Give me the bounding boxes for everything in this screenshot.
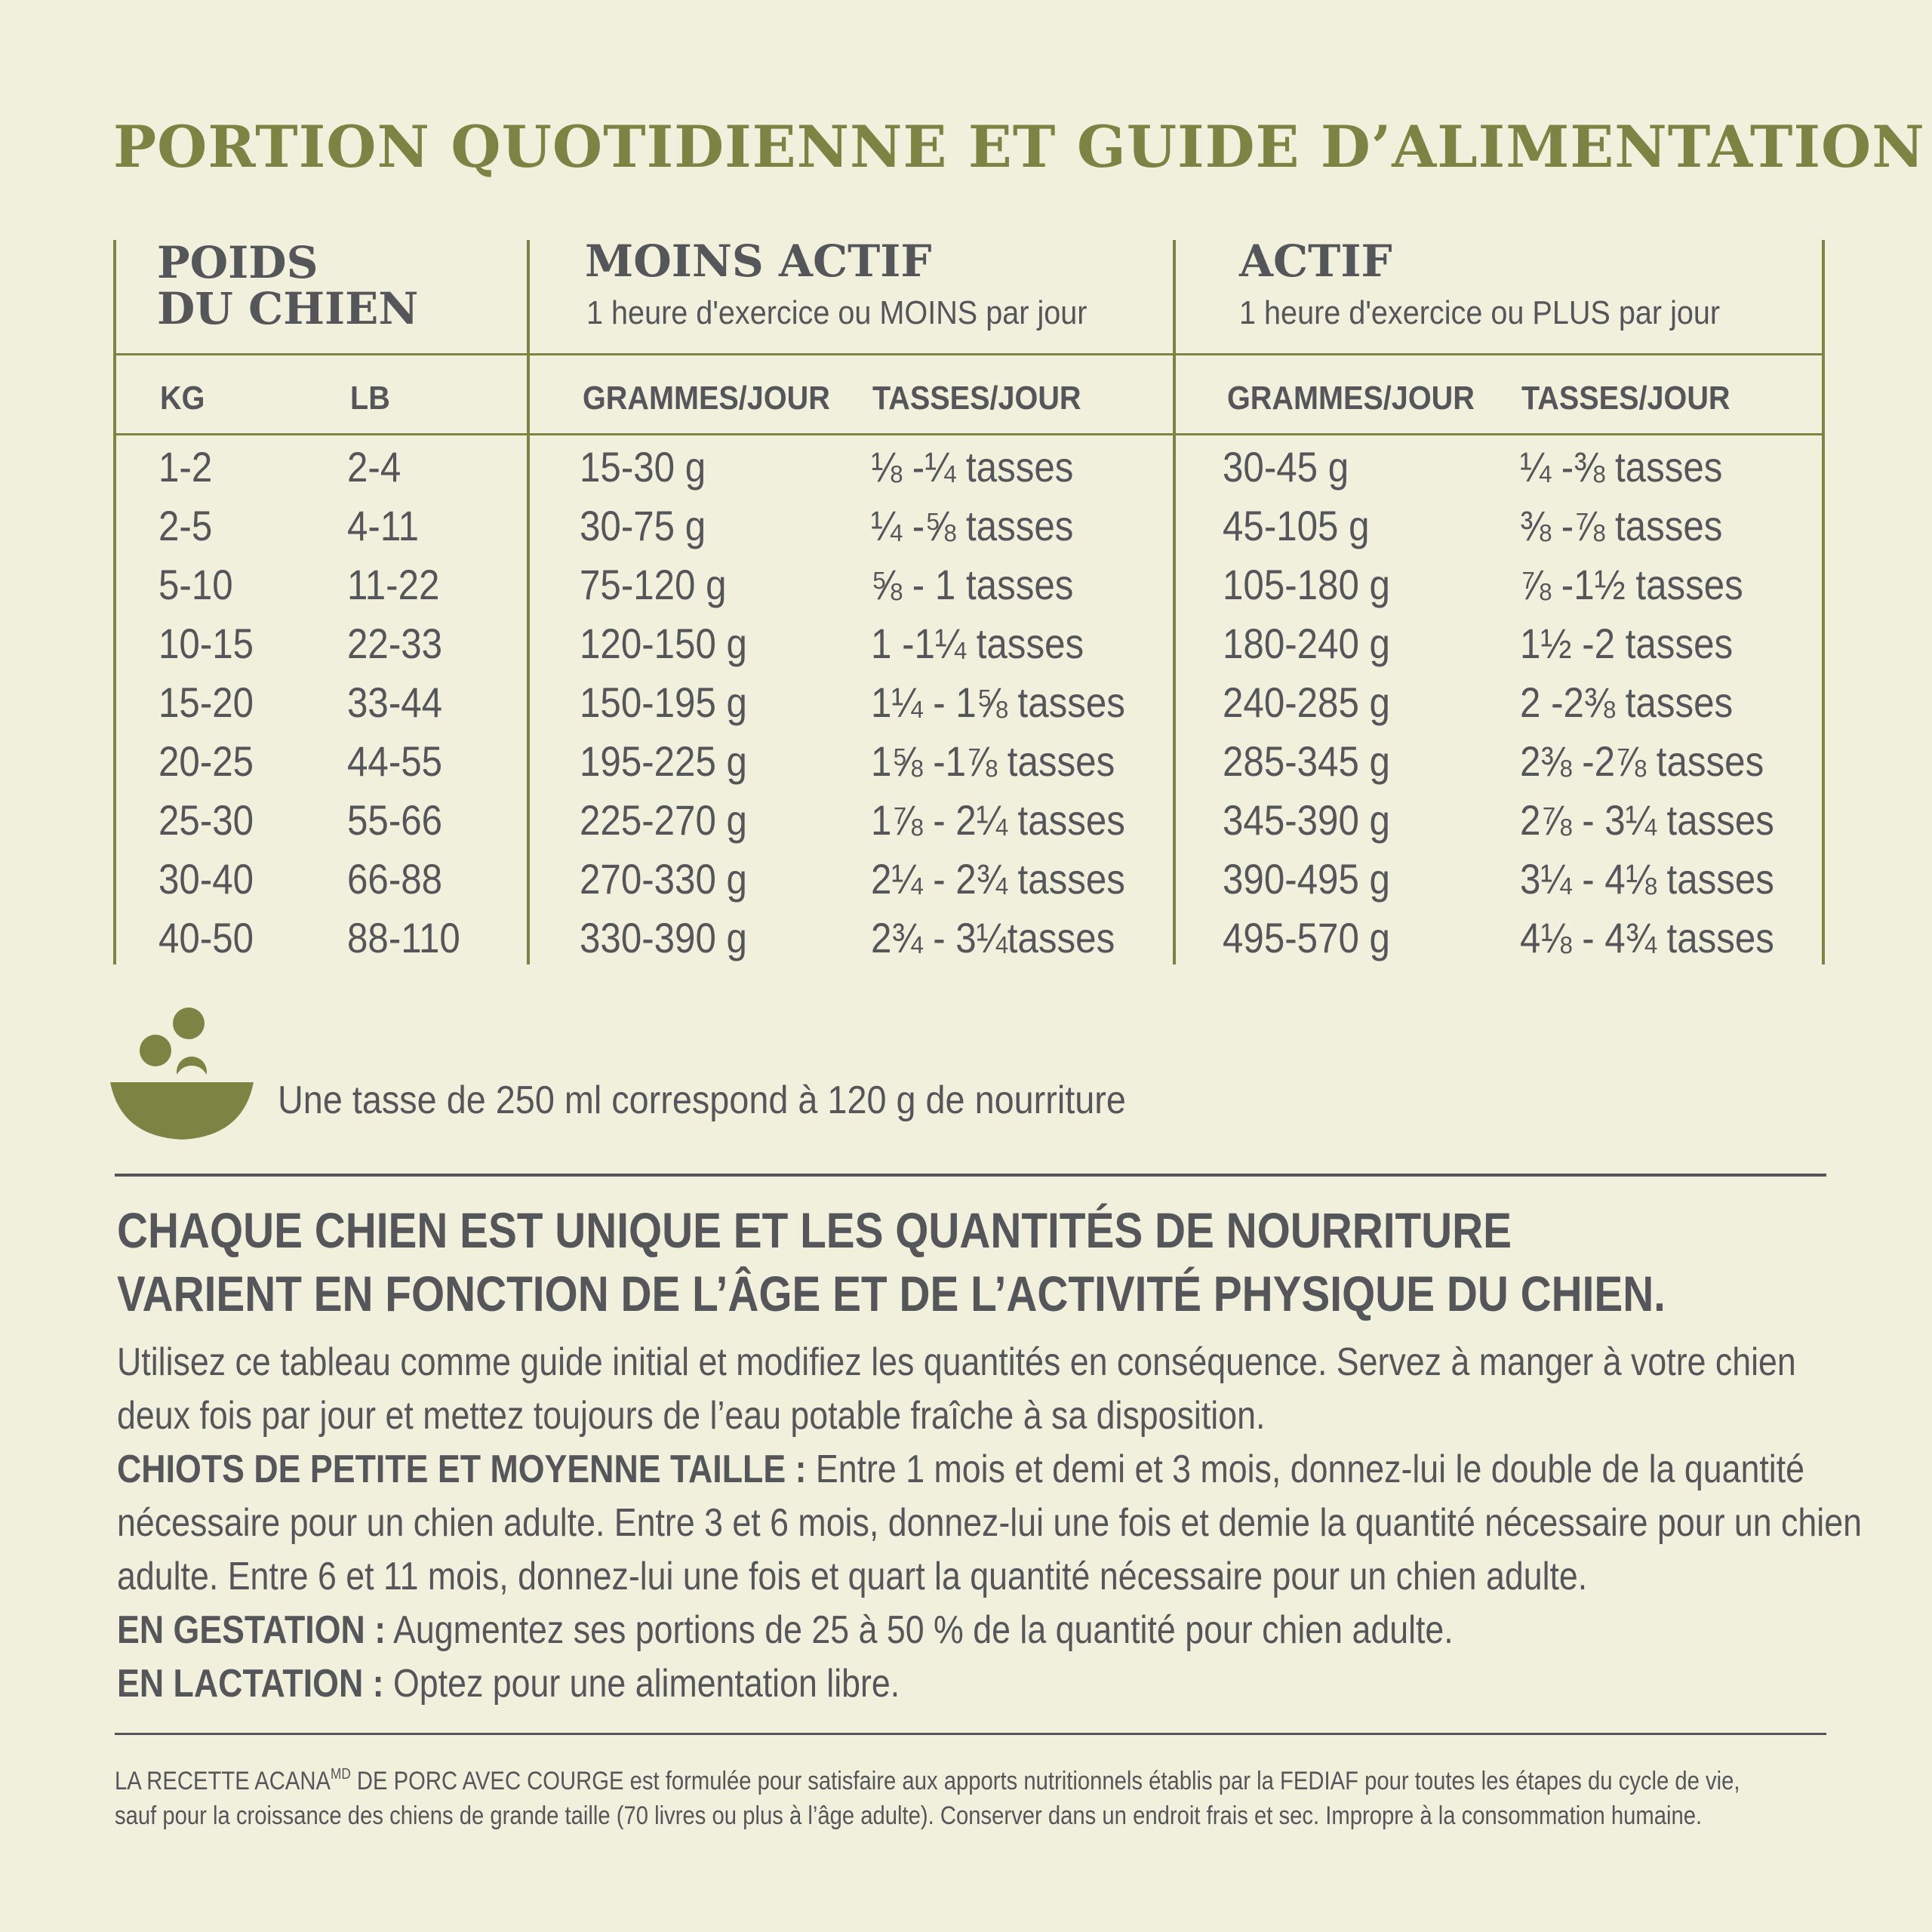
column-header-cups-less-active: TASSES/JOUR [872, 380, 1081, 417]
column-header-kg: KG [160, 380, 205, 417]
weight-group-header: POIDS DU CHIEN [157, 237, 419, 334]
legal-footer: LA RECETTE $ACANA^{MD}$ DE PORC AVEC COURGE est formulée pour satisfaire aux apports nutritionnels établis par la FEDIAF pour toutes les étapes du cycle de vie, sauf pour la croissance des chiens de grande taille (70 livres ou plus à l’âge adulte). Conserver dans un endroit frais et sec. Impropre à la consommation humaine. [115, 1766, 1740, 1830]
unique-dog-heading: CHAQUE CHIEN EST UNIQUE ET LES QUANTITÉS DE NOURRITURE VARIENT EN FONCTION DE L’ÂGE ET DE L’ACTIVITÉ PHYSIQUE DU CHIEN. [117, 1202, 1666, 1321]
less-active-subtitle: 1 heure d'exercice ou MOINS par jour [586, 294, 1088, 331]
puppies-label: CHIOTS DE PETITE ET MOYENNE TAILLE : [117, 1447, 807, 1491]
table-rule [113, 433, 1825, 435]
column-header-lb: LB [350, 380, 390, 417]
table-row: 15-20 33-44 150-195 g 1¼ - 1⅝ tasses 240-285 g 2 -2⅜ tasses [158, 678, 1734, 726]
feeding-table [113, 235, 1825, 964]
feeding-instructions: Utilisez ce tableau comme guide initial et modifiez les quantités en conséquence. Servez à manger à votre chien deux fois par jour et mettez toujours de l’eau potable fraîche à sa disposition. CHIOTS DE PETITE ET MOYENNE TAILLE : Entre 1 mois et demi et 3 mois, donnez-lui le double de la quantité nécessaire pour un chien adulte. Entre 3 et 6 mois, donnez-lui une fois et demie la quantité nécessaire pour un chien adulte. Entre 6 et 11 mois, donnez-lui une fois et quart la quantité nécessaire pour un chien adulte. EN GESTATION : Augmentez ses portions de 25 à 50 % de la quantité pour chien adulte. EN LACTATION : Optez pour une alimentation libre. [117, 1336, 1817, 1711]
table-row: 2-5 4-11 30-75 g ¼ -⅝ tasses 45-105 g ⅜ -⅞ tasses [158, 502, 1723, 549]
gestation-label: EN GESTATION : [117, 1608, 386, 1652]
bowl-icon [110, 1004, 261, 1155]
intro-line: Utilisez ce tableau comme guide initial et modifiez les quantités en conséquence. Servez à manger à votre chien [117, 1340, 1796, 1384]
lactation-label: EN LACTATION : [117, 1662, 384, 1706]
cup-note [110, 1004, 1242, 1155]
table-row: 5-10 11-22 75-120 g ⅝ - 1 tasses 105-180 g ⅞ -1½ tasses [158, 561, 1743, 608]
column-header-grams-active: GRAMMES/JOUR [1227, 380, 1475, 417]
table-row: 1-2 2-4 15-30 g ⅛ -¼ tasses 30-45 g ¼ -⅜ tasses [158, 443, 1723, 491]
column-header-grams-less-active: GRAMMES/JOUR [583, 380, 830, 417]
table-row: 25-30 55-66 225-270 g 1⅞ - 2¼ tasses 345-390 g 2⅞ - 3¼ tasses [158, 796, 1774, 844]
footer-divider [115, 1733, 1826, 1735]
table-row: 30-40 66-88 270-330 g 2¼ - 2¾ tasses 390-495 g 3¼ - 4⅛ tasses [158, 855, 1774, 903]
less-active-header: MOINS ACTIF [585, 235, 932, 287]
page-title: PORTION QUOTIDIENNE ET GUIDE D’ALIMENTATION [113, 113, 1925, 180]
table-row: 10-15 22-33 120-150 g 1 -1¼ tasses 180-240 g 1½ -2 tasses [158, 620, 1734, 667]
section-divider [115, 1174, 1826, 1177]
cup-note-text: Une tasse de 250 ml correspond à 120 g de nourriture [278, 1078, 1126, 1122]
active-subtitle: 1 heure d'exercice ou PLUS par jour [1239, 294, 1721, 331]
intro-line: deux fois par jour et mettez toujours de l’eau potable fraîche à sa disposition. [117, 1394, 1266, 1438]
active-header: ACTIF [1239, 235, 1392, 287]
table-row: 40-50 88-110 330-390 g 2¾ - 3¼tasses 495-570 g 4⅛ - 4¾ tasses [158, 914, 1774, 961]
table-row: 20-25 44-55 195-225 g 1⅝ -1⅞ tasses 285-345 g 2⅜ -2⅞ tasses [158, 737, 1764, 785]
column-header-cups-active: TASSES/JOUR [1521, 380, 1730, 417]
table-rule [113, 353, 1825, 355]
